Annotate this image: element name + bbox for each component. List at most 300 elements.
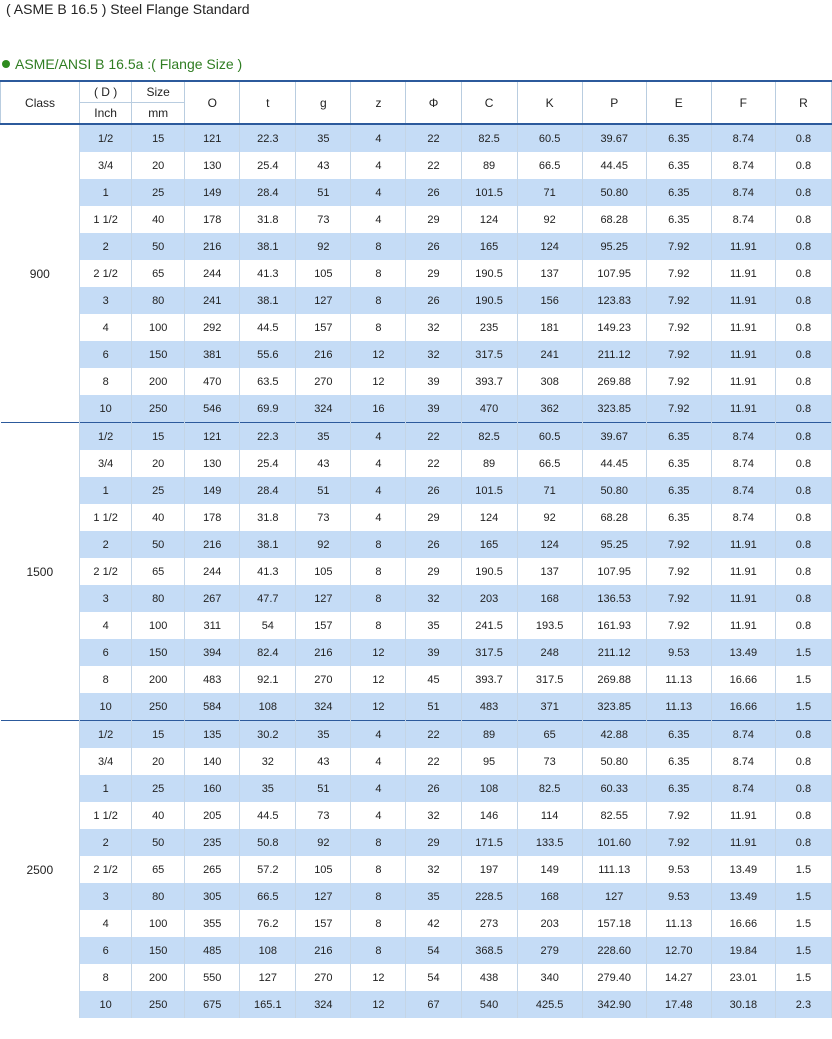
header-inch: Inch [80,103,132,125]
table-body [1,124,832,1018]
table-cell: 4 [351,179,406,206]
table-cell: 121 [185,423,240,451]
table-row [1,233,832,260]
table-row [1,775,832,802]
table-cell: 368.5 [461,937,517,964]
table-cell: 171.5 [461,829,517,856]
table-cell: 7.92 [646,395,711,423]
section-title [2,56,242,72]
table-cell: 250 [132,395,185,423]
table-cell: 82.5 [461,423,517,451]
table-cell: 42 [406,910,461,937]
table-cell: 127 [582,883,646,910]
table-cell: 68.28 [582,504,646,531]
table-cell: 0.8 [775,558,831,585]
table-cell: 273 [461,910,517,937]
table-row [1,883,832,910]
table-cell: 7.92 [646,287,711,314]
table-cell: 6 [80,937,132,964]
table-cell: 8.74 [711,179,775,206]
table-cell: 241.5 [461,612,517,639]
table-cell: 124 [461,206,517,233]
page-title: ( ASME B 16.5 ) Steel Flange Standard [6,1,250,17]
table-cell: 35 [406,612,461,639]
table-cell: 127 [240,964,296,991]
table-cell: 193.5 [517,612,582,639]
table-cell: 12 [351,666,406,693]
table-cell: 23.01 [711,964,775,991]
table-cell: 32 [406,856,461,883]
table-row [1,314,832,341]
table-row [1,124,832,152]
table-cell: 4 [351,504,406,531]
header-d: ( D ) [80,81,132,103]
header-col-o: O [185,81,240,124]
table-cell: 6.35 [646,748,711,775]
table-cell: 44.5 [240,802,296,829]
table-row [1,341,832,368]
table-cell: 92 [517,504,582,531]
table-cell: 89 [461,450,517,477]
table-row [1,639,832,666]
table-cell: 1.5 [775,639,831,666]
table-cell: 160 [185,775,240,802]
table-cell: 136.53 [582,585,646,612]
table-cell: 92 [517,206,582,233]
table-cell: 127 [296,585,351,612]
table-cell: 340 [517,964,582,991]
table-cell: 42.88 [582,721,646,749]
table-cell: 108 [240,693,296,721]
table-cell: 16.66 [711,666,775,693]
table-cell: 4 [80,314,132,341]
table-cell: 425.5 [517,991,582,1018]
table-cell: 9.53 [646,883,711,910]
table-cell: 485 [185,937,240,964]
table-cell: 181 [517,314,582,341]
table-cell: 8.74 [711,748,775,775]
table-cell: 130 [185,450,240,477]
table-cell: 9.53 [646,639,711,666]
table-cell: 150 [132,639,185,666]
table-cell: 8 [80,666,132,693]
table-cell: 0.8 [775,287,831,314]
table-cell: 9.53 [646,856,711,883]
table-cell: 1 1/2 [80,802,132,829]
table-cell: 203 [461,585,517,612]
table-cell: 0.8 [775,179,831,206]
table-row [1,666,832,693]
table-cell: 3/4 [80,748,132,775]
table-cell: 216 [296,639,351,666]
table-cell: 279 [517,937,582,964]
table-cell: 95 [461,748,517,775]
table-cell: 25.4 [240,152,296,179]
table-cell: 0.8 [775,341,831,368]
table-cell: 3 [80,585,132,612]
table-cell: 30.18 [711,991,775,1018]
table-cell: 54 [406,964,461,991]
table-cell: 165 [461,233,517,260]
table-cell: 26 [406,179,461,206]
table-row [1,450,832,477]
header-col-p: P [582,81,646,124]
table-cell: 29 [406,260,461,287]
table-cell: 73 [296,802,351,829]
header-size: Size [132,81,185,103]
table-cell: 7.92 [646,829,711,856]
table-cell: 35 [406,883,461,910]
table-cell: 228.60 [582,937,646,964]
table-cell: 438 [461,964,517,991]
table-cell: 16.66 [711,693,775,721]
table-cell: 393.7 [461,368,517,395]
table-cell: 4 [351,124,406,152]
table-cell: 121 [185,124,240,152]
table-cell: 12.70 [646,937,711,964]
table-cell: 190.5 [461,287,517,314]
table-cell: 95.25 [582,233,646,260]
table-cell: 44.45 [582,152,646,179]
table-cell: 39.67 [582,124,646,152]
table-cell: 1/2 [80,721,132,749]
class-cell: 1500 [1,423,80,721]
table-cell: 4 [351,477,406,504]
table-row [1,504,832,531]
table-cell: 483 [461,693,517,721]
table-cell: 51 [296,477,351,504]
table-cell: 124 [461,504,517,531]
table-cell: 6.35 [646,423,711,451]
table-cell: 39.67 [582,423,646,451]
table-cell: 50.8 [240,829,296,856]
table-cell: 292 [185,314,240,341]
table-cell: 35 [296,721,351,749]
table-cell: 3 [80,287,132,314]
table-cell: 20 [132,748,185,775]
table-cell: 29 [406,504,461,531]
header-col-z: z [351,81,406,124]
table-cell: 203 [517,910,582,937]
table-cell: 7.92 [646,368,711,395]
header-col-e: E [646,81,711,124]
table-cell: 50 [132,233,185,260]
table-cell: 89 [461,721,517,749]
table-cell: 11.91 [711,233,775,260]
header-col-phi: Φ [406,81,461,124]
table-cell: 7.92 [646,314,711,341]
table-cell: 51 [296,179,351,206]
header-col-r: R [775,81,831,124]
table-cell: 82.55 [582,802,646,829]
table-cell: 114 [517,802,582,829]
table-cell: 241 [185,287,240,314]
table-cell: 32 [406,314,461,341]
table-cell: 1 1/2 [80,504,132,531]
table-cell: 133.5 [517,829,582,856]
table-cell: 3 [80,883,132,910]
table-row [1,721,832,749]
table-cell: 0.8 [775,206,831,233]
table-cell: 216 [185,233,240,260]
table-cell: 0.8 [775,124,831,152]
table-cell: 211.12 [582,639,646,666]
table-cell: 6.35 [646,152,711,179]
table-cell: 8.74 [711,206,775,233]
table-cell: 60.5 [517,423,582,451]
table-cell: 168 [517,883,582,910]
table-cell: 0.8 [775,477,831,504]
table-cell: 157 [296,612,351,639]
table-cell: 92.1 [240,666,296,693]
table-cell: 47.7 [240,585,296,612]
table-cell: 107.95 [582,558,646,585]
table-cell: 362 [517,395,582,423]
table-cell: 11.91 [711,314,775,341]
table-cell: 32 [406,341,461,368]
header-col-k: K [517,81,582,124]
table-cell: 13.49 [711,883,775,910]
table-cell: 11.91 [711,829,775,856]
table-cell: 4 [351,721,406,749]
table-cell: 26 [406,477,461,504]
table-cell: 124 [517,531,582,558]
table-row [1,260,832,287]
table-cell: 63.5 [240,368,296,395]
table-header [1,81,832,124]
table-cell: 55.6 [240,341,296,368]
table-cell: 73 [296,206,351,233]
table-cell: 101.60 [582,829,646,856]
table-cell: 8 [351,910,406,937]
table-cell: 3/4 [80,450,132,477]
table-cell: 19.84 [711,937,775,964]
table-row [1,748,832,775]
table-cell: 130 [185,152,240,179]
table-cell: 22 [406,423,461,451]
table-cell: 44.5 [240,314,296,341]
table-cell: 7.92 [646,802,711,829]
table-cell: 270 [296,368,351,395]
header-col-c: C [461,81,517,124]
table-row [1,152,832,179]
table-row [1,179,832,206]
table-cell: 2 1/2 [80,558,132,585]
table-cell: 317.5 [461,341,517,368]
table-cell: 371 [517,693,582,721]
table-cell: 190.5 [461,260,517,287]
table-cell: 22 [406,721,461,749]
table-cell: 65 [132,260,185,287]
table-cell: 211.12 [582,341,646,368]
table-cell: 3/4 [80,152,132,179]
table-cell: 8.74 [711,504,775,531]
table-cell: 168 [517,585,582,612]
table-cell: 28.4 [240,477,296,504]
table-cell: 29 [406,829,461,856]
table-cell: 8 [351,287,406,314]
table-cell: 11.13 [646,693,711,721]
table-cell: 50 [132,829,185,856]
table-cell: 107.95 [582,260,646,287]
header-col-g: g [296,81,351,124]
table-cell: 100 [132,612,185,639]
table-cell: 270 [296,666,351,693]
table-cell: 6.35 [646,721,711,749]
table-cell: 8 [351,314,406,341]
table-cell: 6.35 [646,450,711,477]
table-cell: 82.5 [517,775,582,802]
table-cell: 44.45 [582,450,646,477]
table-cell: 22 [406,124,461,152]
table-cell: 89 [461,152,517,179]
table-cell: 92 [296,531,351,558]
table-cell: 0.8 [775,423,831,451]
table-cell: 394 [185,639,240,666]
table-cell: 149 [517,856,582,883]
table-cell: 127 [296,287,351,314]
table-cell: 50.80 [582,748,646,775]
table-cell: 66.5 [517,152,582,179]
table-cell: 205 [185,802,240,829]
table-cell: 11.13 [646,910,711,937]
table-cell: 317.5 [517,666,582,693]
table-cell: 11.13 [646,666,711,693]
table-cell: 50 [132,531,185,558]
table-cell: 101.5 [461,179,517,206]
table-cell: 43 [296,450,351,477]
table-cell: 8.74 [711,124,775,152]
table-cell: 135 [185,721,240,749]
table-cell: 105 [296,260,351,287]
table-cell: 8 [351,531,406,558]
table-cell: 92 [296,233,351,260]
table-cell: 22.3 [240,124,296,152]
table-cell: 149 [185,477,240,504]
table-cell: 269.88 [582,368,646,395]
table-cell: 67 [406,991,461,1018]
table-cell: 216 [185,531,240,558]
table-cell: 11.91 [711,395,775,423]
header-class: Class [1,81,80,124]
table-cell: 54 [240,612,296,639]
table-cell: 7.92 [646,260,711,287]
table-cell: 546 [185,395,240,423]
table-cell: 323.85 [582,693,646,721]
table-cell: 6.35 [646,504,711,531]
header-col-f: F [711,81,775,124]
table-cell: 17.48 [646,991,711,1018]
table-cell: 2 [80,233,132,260]
table-cell: 4 [351,423,406,451]
table-cell: 8.74 [711,152,775,179]
table-row [1,531,832,558]
table-cell: 38.1 [240,287,296,314]
table-cell: 80 [132,883,185,910]
table-cell: 10 [80,693,132,721]
table-cell: 80 [132,287,185,314]
table-cell: 393.7 [461,666,517,693]
table-cell: 100 [132,314,185,341]
table-cell: 35 [296,124,351,152]
table-cell: 50.80 [582,179,646,206]
table-cell: 11.91 [711,531,775,558]
table-cell: 4 [351,450,406,477]
table-cell: 8 [80,368,132,395]
table-cell: 11.91 [711,287,775,314]
table-cell: 2 1/2 [80,856,132,883]
table-cell: 0.8 [775,829,831,856]
table-cell: 38.1 [240,233,296,260]
table-cell: 200 [132,666,185,693]
table-cell: 1 [80,179,132,206]
table-cell: 111.13 [582,856,646,883]
table-cell: 250 [132,693,185,721]
table-cell: 157 [296,314,351,341]
table-cell: 32 [240,748,296,775]
table-cell: 39 [406,395,461,423]
table-cell: 241 [517,341,582,368]
table-cell: 54 [406,937,461,964]
table-cell: 15 [132,423,185,451]
table-cell: 8.74 [711,775,775,802]
table-cell: 69.9 [240,395,296,423]
table-cell: 80 [132,585,185,612]
table-cell: 66.5 [240,883,296,910]
table-cell: 25.4 [240,450,296,477]
table-cell: 311 [185,612,240,639]
table-cell: 76.2 [240,910,296,937]
table-cell: 250 [132,991,185,1018]
table-cell: 157.18 [582,910,646,937]
table-cell: 0.8 [775,504,831,531]
table-cell: 30.2 [240,721,296,749]
table-cell: 244 [185,260,240,287]
table-cell: 200 [132,964,185,991]
table-cell: 12 [351,964,406,991]
table-cell: 16.66 [711,910,775,937]
table-cell: 73 [517,748,582,775]
table-cell: 15 [132,124,185,152]
table-cell: 13.49 [711,856,775,883]
table-cell: 540 [461,991,517,1018]
table-cell: 45 [406,666,461,693]
table-cell: 12 [351,341,406,368]
table-cell: 12 [351,991,406,1018]
table-cell: 8 [351,856,406,883]
table-cell: 150 [132,937,185,964]
table-cell: 31.8 [240,206,296,233]
table-cell: 248 [517,639,582,666]
table-cell: 6 [80,639,132,666]
table-cell: 26 [406,531,461,558]
table-row [1,423,832,451]
table-cell: 157 [296,910,351,937]
table-cell: 20 [132,450,185,477]
table-cell: 0.8 [775,721,831,749]
table-cell: 137 [517,260,582,287]
table-cell: 228.5 [461,883,517,910]
table-cell: 71 [517,179,582,206]
table-cell: 342.90 [582,991,646,1018]
table-cell: 6.35 [646,124,711,152]
table-cell: 39 [406,639,461,666]
table-cell: 2 1/2 [80,260,132,287]
table-cell: 7.92 [646,585,711,612]
section-title-text: ASME/ANSI B 16.5a :( Flange Size ) [15,56,243,72]
table-cell: 4 [351,748,406,775]
table-cell: 0.8 [775,585,831,612]
